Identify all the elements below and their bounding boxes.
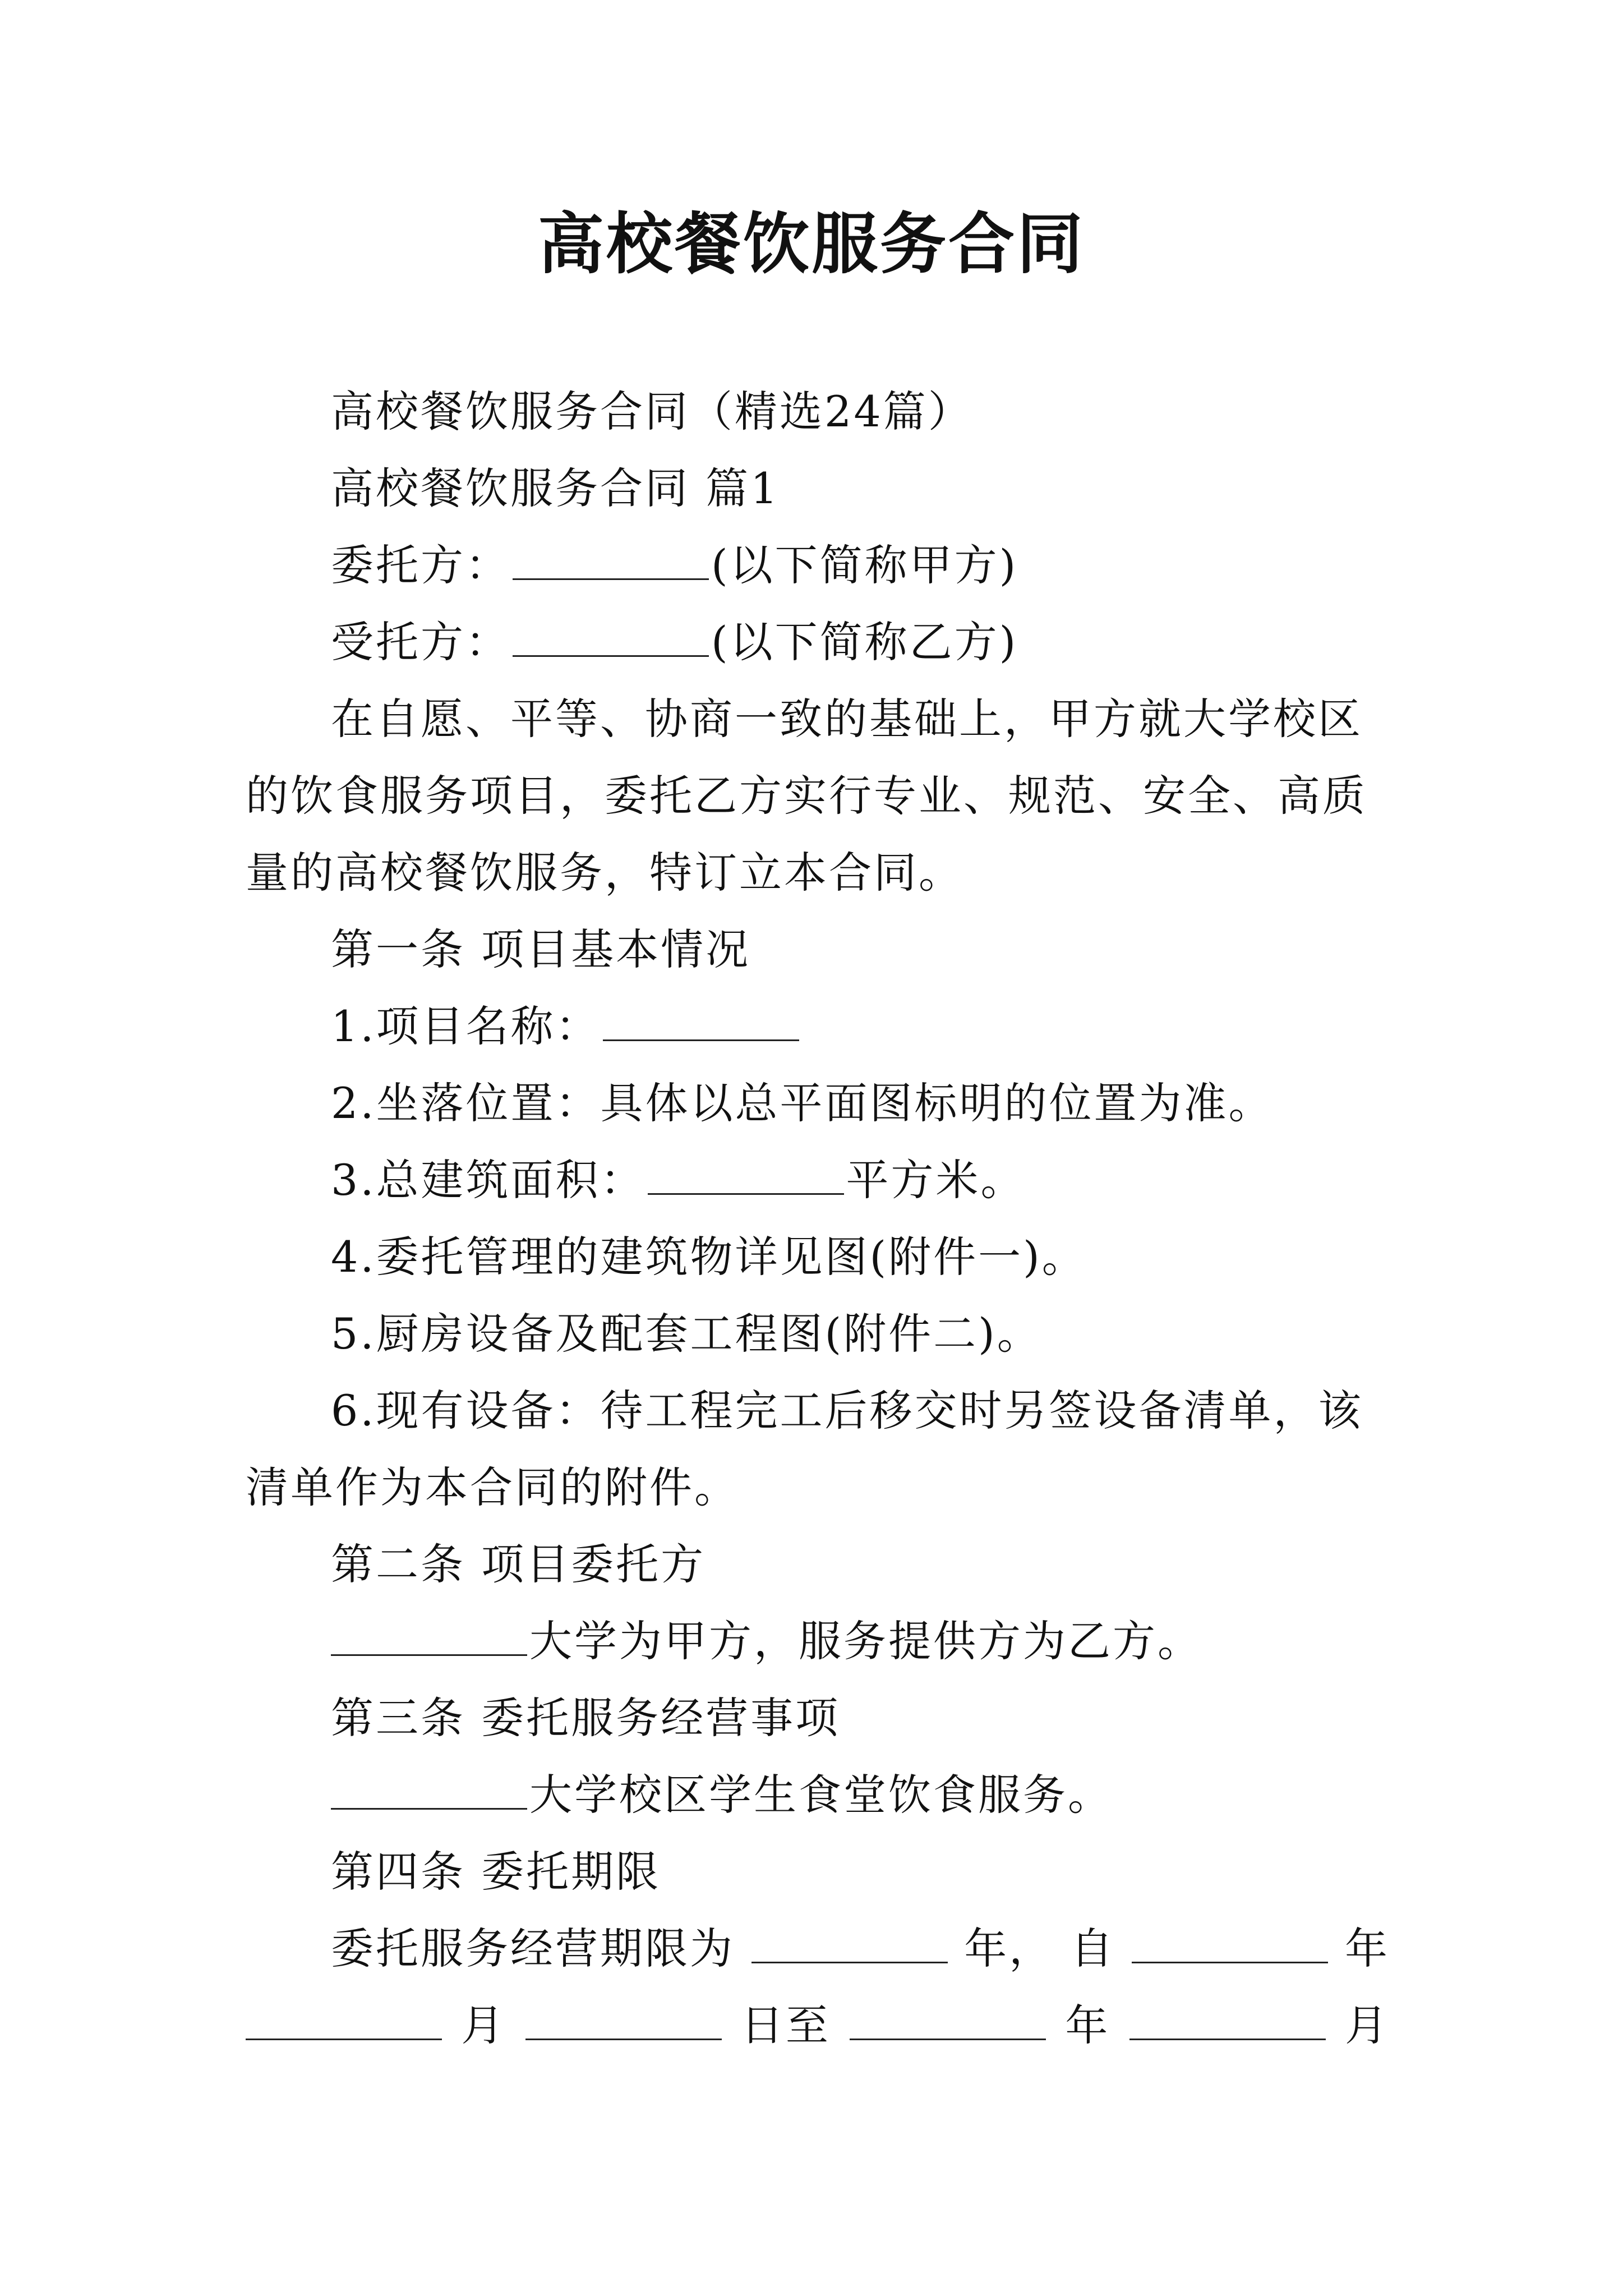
end-month-blank	[1129, 2005, 1326, 2040]
item-1-blank	[603, 1006, 799, 1041]
term-length-blank	[751, 1928, 948, 1963]
term-line-2	[246, 1987, 1390, 2064]
article-1-title: 第一条 项目基本情况	[331, 924, 751, 974]
item-5-line: 5.厨房设备及配套工程图(附件二)。	[331, 1309, 1042, 1359]
start-month-label: 月	[461, 2000, 506, 2050]
term-year-label: 年，	[964, 1924, 1054, 1973]
contractor-line	[246, 604, 1390, 680]
article-3-sentence: 大学校区学生食堂饮食服务。	[529, 1770, 1113, 1820]
article-3-text	[246, 1756, 1390, 1833]
article-2-title: 第二条 项目委托方	[331, 1539, 706, 1589]
end-year-label: 年	[1065, 2000, 1110, 2050]
start-day-blank	[525, 2005, 722, 2040]
document-subtitle: 高校餐饮服务合同（精选24篇）	[331, 386, 973, 436]
start-month-blank	[246, 2005, 442, 2040]
start-year-label: 年	[1344, 1924, 1390, 1973]
client-blank	[513, 545, 709, 580]
article-2-text	[246, 1603, 1390, 1680]
item-3-blank	[648, 1159, 844, 1195]
client-line	[246, 527, 1390, 604]
term-line-1	[246, 1910, 1390, 1987]
document-title: 高校餐饮服务合同	[537, 205, 1085, 283]
end-year-blank	[850, 2005, 1046, 2040]
item-4-line: 4.委托管理的建筑物详见图(附件一)。	[331, 1232, 1087, 1282]
item-2-line: 2.坐落位置：具体以总平面图标明的位置为准。	[331, 1078, 1274, 1128]
item-1-label: 1.项目名称：	[331, 1001, 601, 1051]
article-2-sentence: 大学为甲方，服务提供方为乙方。	[529, 1616, 1202, 1666]
client-label: 委托方：	[331, 540, 510, 590]
preamble-paragraph: 在自愿、平等、协商一致的基础上，甲方就大学校区的饮食服务项目，委托乙方实行专业、规范、安全、高质量的高校餐饮服务，特订立本合同。	[246, 694, 1367, 898]
item-3-line	[246, 1142, 1390, 1218]
article-3-title: 第三条 委托服务经营事项	[331, 1693, 841, 1743]
contractor-blank	[513, 622, 709, 657]
start-year-blank	[1132, 1928, 1328, 1963]
term-prefix: 委托服务经营期限为	[331, 1924, 735, 1973]
document-body	[246, 373, 1390, 2064]
article-2-blank	[331, 1621, 527, 1656]
contractor-label: 受托方：	[331, 617, 510, 667]
item-3-suffix: 平方米。	[846, 1155, 1026, 1205]
day-to-label: 日至	[740, 2000, 831, 2050]
item-6-paragraph: 6.现有设备：待工程完工后移交时另签设备清单，该清单作为本合同的附件。	[246, 1386, 1363, 1512]
article-3-blank	[331, 1774, 527, 1810]
term-from-label: 自	[1070, 1924, 1115, 1973]
item-1-line	[246, 988, 1390, 1065]
section-title: 高校餐饮服务合同 篇1	[331, 463, 780, 513]
item-3-label: 3.总建筑面积：	[331, 1155, 645, 1205]
end-month-label: 月	[1344, 2000, 1390, 2050]
client-suffix: (以下简称甲方)	[711, 540, 1018, 590]
article-4-title: 第四条 委托期限	[331, 1847, 661, 1897]
contractor-suffix: (以下简称乙方)	[711, 617, 1018, 667]
